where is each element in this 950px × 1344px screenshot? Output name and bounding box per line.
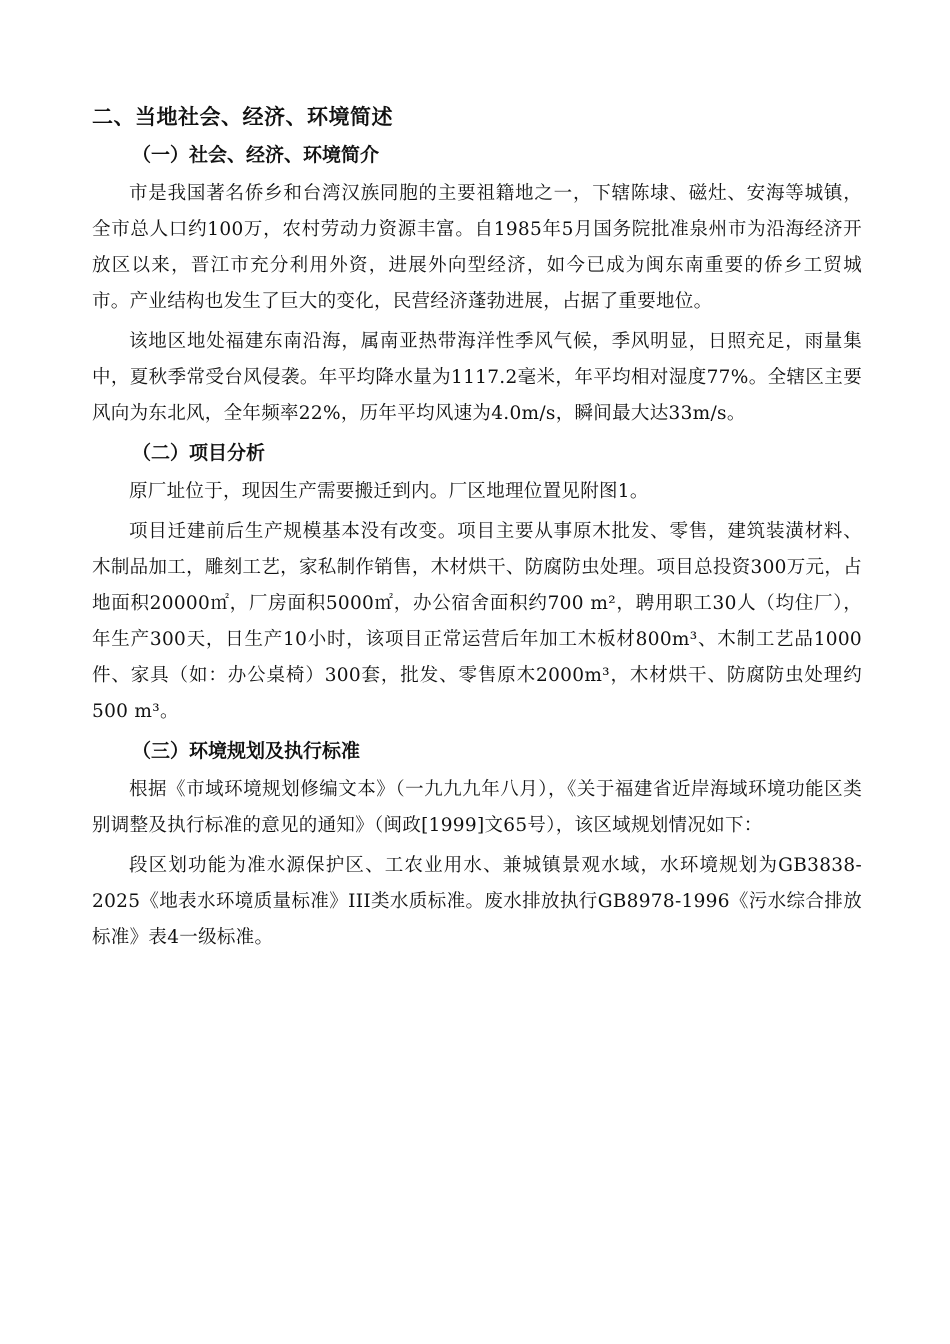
chapter-heading: 二、当地社会、经济、环境简述 (92, 105, 393, 129)
paragraph: 原厂址位于，现因生产需要搬迁到内。厂区地理位置见附图1。 (129, 481, 649, 502)
paragraph: 根据《市域环境规划修编文本》（一九九九年八月），《关于福建省近岸海域环境功能区类别调整及执行标准的意见的通知》（闽政[1999]文65号），该区域规划情况如下： (92, 779, 862, 836)
paragraph: 该地区地处福建东南沿海，属南亚热带海洋性季风气候，季风明显，日照充足，雨量集中，夏秋季常受台风侵袭。年平均降水量为1117.2毫米，年平均相对湿度77%。全辖区主要风向为东北风，全年频率22%，历年平均风速为4.0m/s，瞬间最大达33m/s。 (92, 331, 862, 424)
section-environment-standards (92, 734, 862, 956)
paragraph: 段区划功能为准水源保护区、工农业用水、兼城镇景观水域，水环境规划为GB3838-2025《地表水环境质量标准》III类水质标准。废水排放执行GB8978-1996《污水综合排放标准》表4一级标准。 (92, 855, 862, 948)
paragraph: 市是我国著名侨乡和台湾汉族同胞的主要祖籍地之一，下辖陈埭、磁灶、安海等城镇，全市总人口约100万，农村劳动力资源丰富。自1985年5月国务院批准泉州市为沿海经济开放区以来，晋江市充分利用外资，进展外向型经济，如今已成为闽东南重要的侨乡工贸城市。产业结构也发生了巨大的变化，民营经济蓬勃进展，占据了重要地位。 (92, 183, 862, 312)
section-social-economy (92, 138, 862, 432)
section-title: （一）社会、经济、环境简介 (132, 144, 380, 166)
section-title: （三）环境规划及执行标准 (132, 740, 361, 762)
document-page (92, 92, 862, 956)
paragraph: 项目迁建前后生产规模基本没有改变。项目主要从事原木批发、零售，建筑装潢材料、木制品加工，雕刻工艺，家私制作销售，木材烘干、防腐防虫处理。项目总投资300万元，占地面积20000㎡，厂房面积5000㎡，办公宿舍面积约700 m²，聘用职工30人（均住厂），年生产300天，日生产10小时，该项目正常运营后年加工木板材800m³、木制工艺品1000件、家具（如：办公桌椅）300套，批发、零售原木2000m³，木材烘干、防腐防虫处理约500 m³。 (92, 521, 862, 722)
section-title: （二）项目分析 (132, 442, 266, 464)
section-project-analysis (92, 436, 862, 730)
